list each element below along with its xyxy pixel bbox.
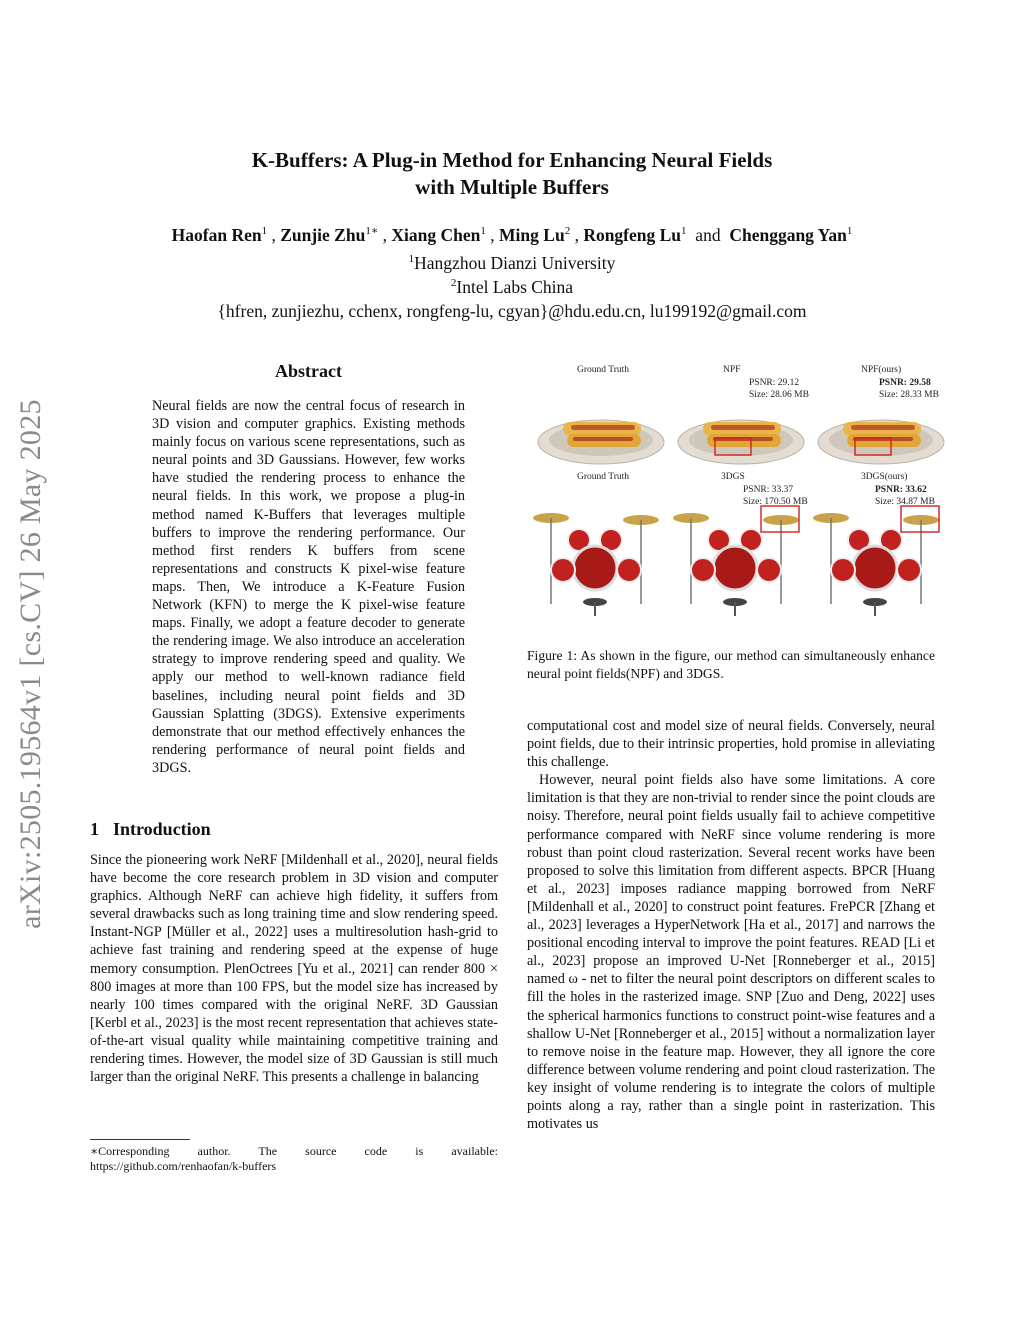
author-item: Xiang Chen$^1$ , — [391, 224, 500, 245]
hotdog-npf-ours-image — [815, 402, 947, 468]
arxiv-identifier: arXiv:2505.19564v1 [cs.CV] 26 May 2025 — [14, 399, 47, 929]
fig-label-3dgs: 3DGS — [721, 472, 745, 482]
intro-paragraph: computational cost and model size of neural fields. Conversely, neural point fields, due to their intrinsic properties, hold promise in alleviating this challenge. — [527, 718, 935, 771]
author-item: Rongfeng Lu$^1$ and — [583, 224, 730, 245]
fig-psnr-npf: PSNR: 29.12 — [749, 378, 800, 388]
fig-psnr-npf-ours: PSNR: 29.58 — [879, 378, 931, 388]
fig-size-npf: Size: 28.06 MB — [749, 390, 809, 400]
author-item: Ming Lu$^2$ , — [499, 224, 584, 245]
fig-label-3dgs-ours: 3DGS(ours) — [861, 472, 908, 482]
fig-psnr-3dgs-ours: PSNR: 33.62 — [875, 485, 927, 495]
section-title: Introduction — [113, 819, 211, 839]
intro-right-column — [527, 717, 935, 1133]
intro-paragraph: Since the pioneering work NeRF [Mildenhall et al., 2020], neural fields have become the core research problem in 3D vision and computer graphics. Although NeRF can achieve high fidelity, it suffers from several drawbacks such as long training time and slow rendering speed. Instant-NGP [Müller et al., 2022] uses a multiresolution hash-grid to achieve fast training and rendering speed at the expense of huge memory consumption. PlenOctrees [Yu et al., 2021] can render 800 × 800 images at more than 100 FPS, but the model size has increased by nearly 100 times compared with the original NeRF. 3D Gaussian [Kerbl et al., 2023] is the most recent representation that achieves state-of-the-art visual quality while maintaining competitive training and rendering times. However, the model size of 3D Gaussian is still much larger than the original NeRF. This presents a challenge in balancing — [90, 852, 498, 1086]
abstract-heading: Abstract — [275, 361, 342, 381]
drums-3dgs-ours-image — [809, 504, 943, 624]
paper-title-line2: with Multiple Buffers — [415, 175, 609, 199]
author-list — [0, 224, 1024, 246]
figure-1 — [527, 358, 939, 628]
author-item: Chenggang Yan$^1$ — [729, 224, 853, 245]
fig-label-gt-2: Ground Truth — [577, 472, 629, 482]
fig-size-3dgs-ours: Size: 34.87 MB — [875, 497, 935, 507]
affiliation-1: $^1$Hangzhou Dianzi University — [408, 253, 616, 273]
intro-paragraph: However, neural point fields also have some limitations. A core limitation is that they are non-trivial to render since the point clouds are noisy. Therefore, neural point fields usually fail to achieve competitive performance compared with NeRF since volume rendering is more robust than point cloud rasterization. Several recent works have been proposed to solve this limitation from different aspects. BPCR [Huang et al., 2023] imposes radiance mapping borrowed from NeRF [Mildenhall et al., 2020] to construct point features. FrePCR [Zhang et al., 2023] leverages a HyperNetwork [Ha et al., 2017] and narrows the positional encoding interval to improve the point features. READ [Li et al., 2023] propose an improved U-Net [Ronneberger et al., 2015] named ω - net to filter the neural point descriptors on different scales to fill the holes in the rasterized image. SNP [Zuo and Deng, 2022] uses the spherical harmonics functions to construct point-wise features and a shallow U-Net [Ronneberger et al., 2015] without a normalization layer to remove noise in the feature map. However, they all ignore the core difference between volume rendering and point cloud rasterization. The key insight of volume rendering is to integrate the colors of multiple points along a ray, rather than a single point in rasterization. This motivates us — [527, 772, 935, 1133]
fig-label-gt-1: Ground Truth — [577, 365, 629, 375]
footnote: ∗Corresponding author. The source code is available: https://github.com/renhaofan/k-buffers — [90, 1144, 498, 1173]
drums-3dgs-image — [669, 504, 803, 624]
author-emails: {hfren, zunjiezhu, cchenx, rongfeng-lu, cgyan}@hdu.edu.cn, lu199192@gmail.com — [217, 301, 807, 321]
fig-label-npf-ours: NPF(ours) — [861, 365, 902, 375]
affiliation-2: $^2$Intel Labs China — [450, 277, 574, 297]
intro-left-column — [90, 851, 498, 1086]
section-heading — [90, 819, 211, 840]
drums-ground-truth-image — [529, 504, 663, 624]
section-number: 1 — [90, 819, 99, 839]
footnote-rule — [90, 1139, 190, 1140]
paper-title-line1: K-Buffers: A Plug-in Method for Enhancing Neural Fields — [251, 148, 773, 172]
arxiv-sidebar — [8, 362, 54, 962]
abstract-text: Neural fields are now the central focus of research in 3D vision and computer graphics. Existing methods mainly focus on various scene representations, such as neural points and 3D Gaussians. However, few works have studied the rendering process to enhance the neural fields. In this work, we propose a plug-in method named K-Buffers that leverages multiple buffers to improve the rendering performance. Our method first renders K buffers from scene representations and constructs K pixel-wise feature maps. Then, We introduce a K-Feature Fusion Network (KFN) to merge the K pixel-wise feature maps. Finally, we adopt a feature decoder to generate the rendering image. We also introduce an acceleration strategy to improve rendering speed and quality. We apply our method to well-known radiance field baselines, including neural point fields and 3D Gaussian Splatting (3DGS). Extensive experiments demonstrate that our method effectively enhances the rendering performance of neural point fields and 3DGS. — [152, 398, 465, 776]
fig-psnr-3dgs: PSNR: 33.37 — [743, 485, 794, 495]
figure-caption: Figure 1: As shown in the figure, our method can simultaneously enhance neural point fields(NPF) and 3DGS. — [527, 648, 935, 681]
fig-size-3dgs: Size: 170.50 MB — [743, 497, 808, 507]
hotdog-ground-truth-image — [535, 402, 667, 468]
hotdog-npf-image — [675, 402, 807, 468]
fig-size-npf-ours: Size: 28.33 MB — [879, 390, 939, 400]
fig-label-npf: NPF — [723, 365, 741, 375]
author-item: Haofan Ren$^1$ , — [171, 224, 281, 245]
author-item: Zunjie Zhu$^{1∗}$ , — [280, 224, 392, 245]
